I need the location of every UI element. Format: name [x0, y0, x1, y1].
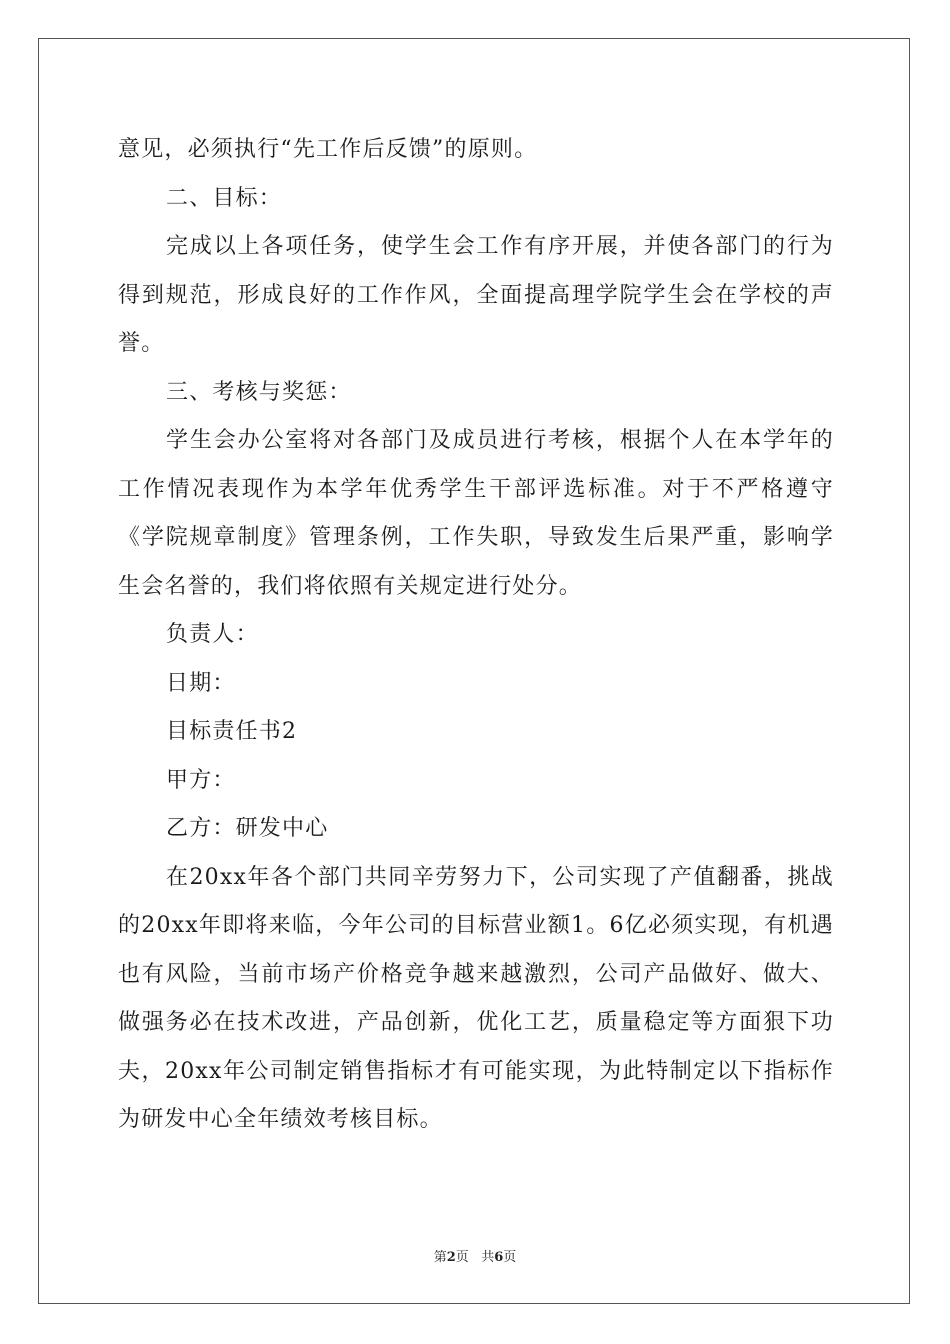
total-page-count: 6 — [494, 1250, 504, 1265]
paragraph: 完成以上各项任务，使学生会工作有序开展，并使各部门的行为得到规范，形成良好的工作作风，全面提高理学院学生会在学校的声誉。 — [118, 234, 834, 356]
responsible-person-line: 负责人： — [166, 622, 259, 647]
page-footer — [0, 1246, 950, 1265]
date-line: 日期： — [166, 670, 236, 696]
party-b-line: 乙方：研发中心 — [166, 816, 329, 841]
footer-total-suffix: 页 — [503, 1250, 517, 1265]
current-page-number: 2 — [446, 1250, 456, 1265]
paragraph: 在20xx年各个部门共同辛劳努力下，公司实现了产值翻番，挑战的20xx年即将来临，今年公司的目标营业额1。6亿必须实现，有机遇也有风险，当前市场产价格竞争越来越激烈，公司产品做好、做大、做强务必在技术改进，产品创新，优化工艺，质量稳定等方面狠下功夫，20xx年公司制定销售指标才有可能实现，为此特制定以下指标作为研发中心全年绩效考核目标。 — [118, 864, 834, 1132]
document-body — [118, 126, 834, 1145]
paragraph: 学生会办公室将对各部门及成员进行考核，根据个人在本学年的工作情况表现作为本学年优秀学生干部评选标准。对于不严格遵守《学院规章制度》管理条例，工作失职，导致发生后果严重，影响学生会名誉的，我们将依照有关规定进行处分。 — [118, 428, 834, 599]
footer-prefix: 第 — [433, 1250, 447, 1265]
party-a-line: 甲方： — [166, 767, 236, 793]
paragraph: 意见，必须执行“先工作后反馈”的原则。 — [118, 137, 538, 162]
section-heading-goals: 二、目标： — [166, 185, 283, 211]
footer-total-prefix: 共 — [481, 1250, 495, 1265]
footer-page-word: 页 — [455, 1250, 469, 1265]
document-title: 目标责任书2 — [166, 719, 298, 744]
section-heading-assessment: 三、考核与奖惩： — [166, 379, 352, 405]
